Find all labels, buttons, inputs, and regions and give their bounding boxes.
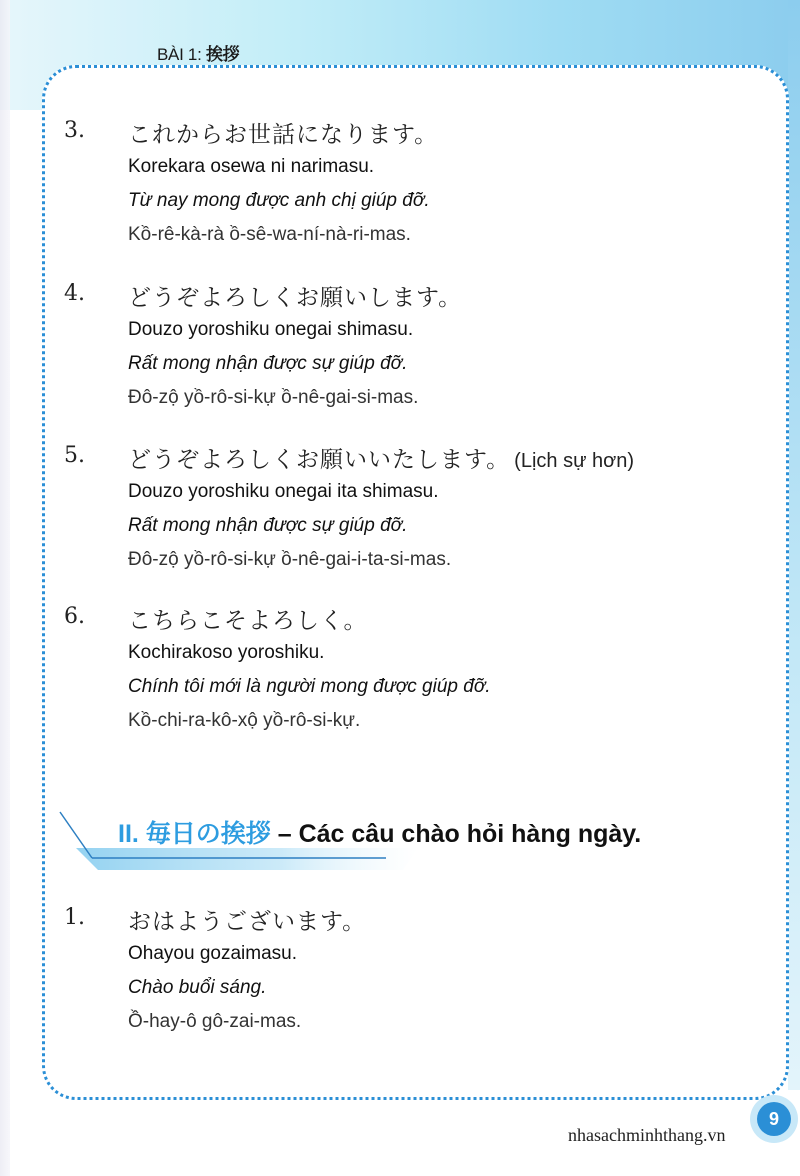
romaji-text: Ohayou gozaimasu.: [128, 943, 297, 964]
pronunciation: Ồ-hay-ô gô-zai-mas.: [128, 1011, 302, 1032]
pronunciation: Kồ-rê-kà-rà ồ-sê-wa-ní-nà-ri-mas.: [128, 224, 411, 245]
publisher-website: nhasachminhthang.vn: [568, 1125, 726, 1145]
pronunciation: Kồ-chi-ra-kô-xộ yồ-rô-si-kự.: [128, 710, 361, 731]
entry-number: 6.: [64, 604, 85, 629]
romaji-text: Korekara osewa ni narimasu.: [128, 156, 375, 177]
section-title-japanese: II. 毎日の挨拶: [118, 820, 271, 848]
politeness-note: (Lịch sự hơn): [514, 450, 635, 472]
romaji-text: Douzo yoroshiku onegai ita shimasu.: [128, 481, 439, 502]
japanese-text: [128, 602, 368, 635]
japanese-phrase: どうぞよろしくお願いします。: [128, 285, 463, 311]
page-number-badge: 9: [757, 1102, 791, 1136]
lesson-label: [157, 40, 239, 65]
vietnamese-meaning: Chính tôi mới là người mong được giúp đỡ.: [128, 676, 491, 697]
japanese-text: [128, 279, 462, 312]
japanese-text: [128, 116, 438, 149]
pronunciation: Đô-zộ yồ-rô-si-kự ồ-nê-gai-i-ta-si-mas.: [128, 549, 452, 570]
entry-number: 3.: [64, 118, 85, 143]
entry-number: 5.: [64, 443, 85, 468]
page-edge-shadow: [0, 0, 10, 1176]
vietnamese-meaning: Rất mong nhận được sự giúp đỡ.: [128, 515, 408, 536]
japanese-phrase: これからお世話になります。: [128, 122, 439, 148]
vietnamese-meaning: Từ nay mong được anh chị giúp đỡ.: [128, 190, 430, 211]
section-heading: [58, 806, 778, 876]
vietnamese-meaning: Rất mong nhận được sự giúp đỡ.: [128, 353, 408, 374]
entry-number: 1.: [64, 905, 85, 930]
pronunciation: Đô-zộ yồ-rô-si-kự ồ-nê-gai-si-mas.: [128, 387, 419, 408]
right-edge-band: [788, 0, 800, 1090]
romaji-text: Kochirakoso yoroshiku.: [128, 642, 325, 663]
lesson-title: 挨拶: [205, 45, 240, 64]
japanese-phrase: どうぞよろしくお願いいたします。: [128, 447, 511, 473]
japanese-text: [128, 441, 634, 474]
lesson-prefix: BÀI 1:: [157, 45, 206, 64]
japanese-text: [128, 903, 366, 936]
section-title: [118, 814, 641, 850]
vietnamese-meaning: Chào buổi sáng.: [128, 977, 267, 998]
japanese-phrase: おはようございます。: [128, 909, 367, 935]
romaji-text: Douzo yoroshiku onegai shimasu.: [128, 319, 414, 340]
section-title-vietnamese: – Các câu chào hỏi hàng ngày.: [270, 820, 642, 848]
entry-number: 4.: [64, 281, 85, 306]
japanese-phrase: こちらこそよろしく。: [128, 608, 368, 634]
